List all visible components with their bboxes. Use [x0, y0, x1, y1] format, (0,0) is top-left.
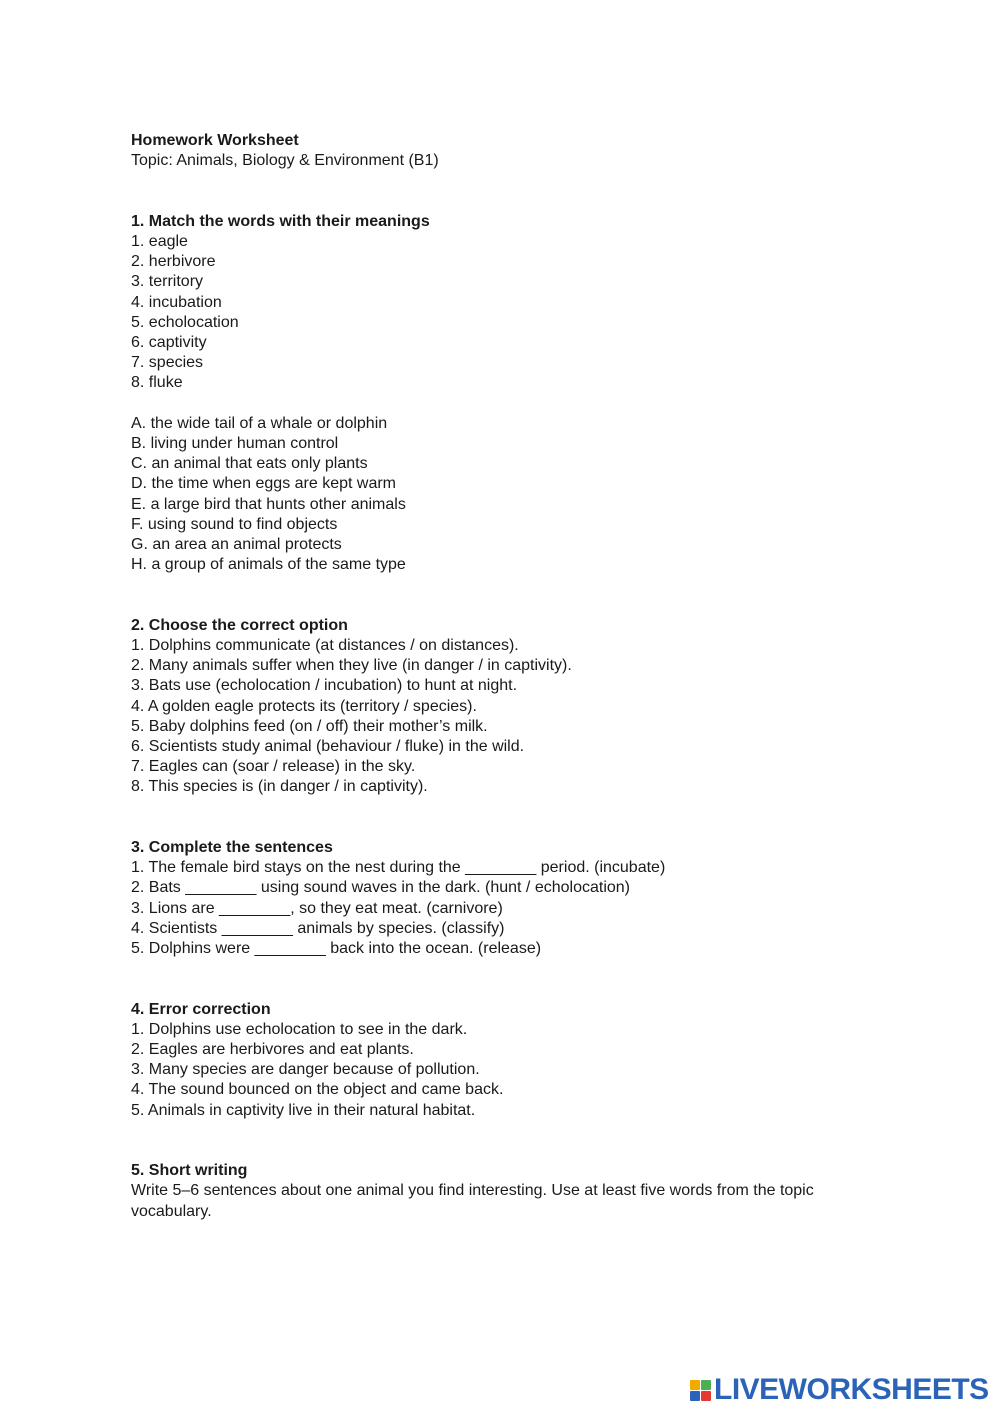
- liveworksheets-mark-icon: [690, 1380, 711, 1401]
- meaning-item: C. an animal that eats only plants: [131, 455, 368, 473]
- complete-sentence-item: 1. The female bird stays on the nest during the ________ period. (incubate): [131, 859, 666, 877]
- choose-option-item: 6. Scientists study animal (behaviour / fluke) in the wild.: [131, 738, 525, 756]
- section-3-heading: 3. Complete the sentences: [131, 839, 333, 857]
- word-item: 4. incubation: [131, 293, 222, 311]
- error-correction-item: 5. Animals in captivity live in their natural habitat.: [131, 1101, 476, 1119]
- short-writing-instructions: Write 5–6 sentences about one animal you find interesting. Use at least five words from the topic vocabulary.: [131, 1182, 814, 1220]
- choose-option-item: 5. Baby dolphins feed (on / off) their mother’s milk.: [131, 717, 488, 735]
- choose-option-item: 7. Eagles can (soar / release) in the sky.: [131, 758, 416, 776]
- word-item: 8. fluke: [131, 374, 183, 392]
- choose-option-item: 1. Dolphins communicate (at distances / on distances).: [131, 637, 519, 655]
- meaning-item: H. a group of animals of the same type: [131, 556, 406, 574]
- word-item: 7. species: [131, 354, 204, 372]
- meaning-item: D. the time when eggs are kept warm: [131, 475, 397, 493]
- word-item: 2. herbivore: [131, 253, 216, 271]
- section-1-heading: 1. Match the words with their meanings: [131, 212, 430, 230]
- meaning-item: G. an area an animal protects: [131, 536, 342, 554]
- complete-sentence-item: 2. Bats ________ using sound waves in the dark. (hunt / echolocation): [131, 879, 630, 897]
- meaning-item: B. living under human control: [131, 435, 339, 453]
- section-4-heading: 4. Error correction: [131, 1000, 271, 1018]
- liveworksheets-logo: [690, 1374, 989, 1406]
- choose-option-item: 4. A golden eagle protects its (territory / species).: [131, 697, 477, 715]
- worksheet-page: [131, 131, 931, 1222]
- word-item: 1. eagle: [131, 233, 188, 250]
- meaning-list: [131, 414, 931, 576]
- complete-sentence-item: 5. Dolphins were ________ back into the ocean. (release): [131, 940, 542, 958]
- error-correction-item: 3. Many species are danger because of pollution.: [131, 1061, 480, 1079]
- meaning-item: F. using sound to find objects: [131, 515, 338, 533]
- meaning-item: A. the wide tail of a whale or dolphin: [131, 414, 388, 432]
- choose-option-list: [131, 636, 931, 798]
- error-correction-list: [131, 1020, 931, 1121]
- section-5-heading: 5. Short writing: [131, 1162, 248, 1180]
- error-correction-item: 4. The sound bounced on the object and came back.: [131, 1081, 504, 1099]
- word-item: 3. territory: [131, 273, 204, 291]
- section-2-heading: 2. Choose the correct option: [131, 616, 348, 634]
- error-correction-item: 1. Dolphins use echolocation to see in the dark.: [131, 1020, 468, 1038]
- word-item: 6. captivity: [131, 334, 207, 352]
- complete-sentence-item: 4. Scientists ________ animals by species. (classify): [131, 919, 505, 937]
- choose-option-item: 8. This species is (in danger / in captivity).: [131, 778, 428, 796]
- error-correction-item: 2. Eagles are herbivores and eat plants.: [131, 1041, 414, 1059]
- word-list: [131, 232, 931, 394]
- logo-wordmark: LIVEWORKSHEETS: [714, 1373, 989, 1406]
- word-item: 5. echolocation: [131, 313, 239, 331]
- choose-option-item: 2. Many animals suffer when they live (in danger / in captivity).: [131, 657, 572, 675]
- worksheet-title: Homework Worksheet: [131, 132, 299, 149]
- worksheet-topic: Topic: Animals, Biology & Environment (B1): [131, 152, 439, 170]
- complete-sentence-list: [131, 858, 931, 959]
- complete-sentence-item: 3. Lions are ________, so they eat meat. (carnivore): [131, 899, 503, 917]
- choose-option-item: 3. Bats use (echolocation / incubation) to hunt at night.: [131, 677, 518, 695]
- meaning-item: E. a large bird that hunts other animals: [131, 495, 406, 513]
